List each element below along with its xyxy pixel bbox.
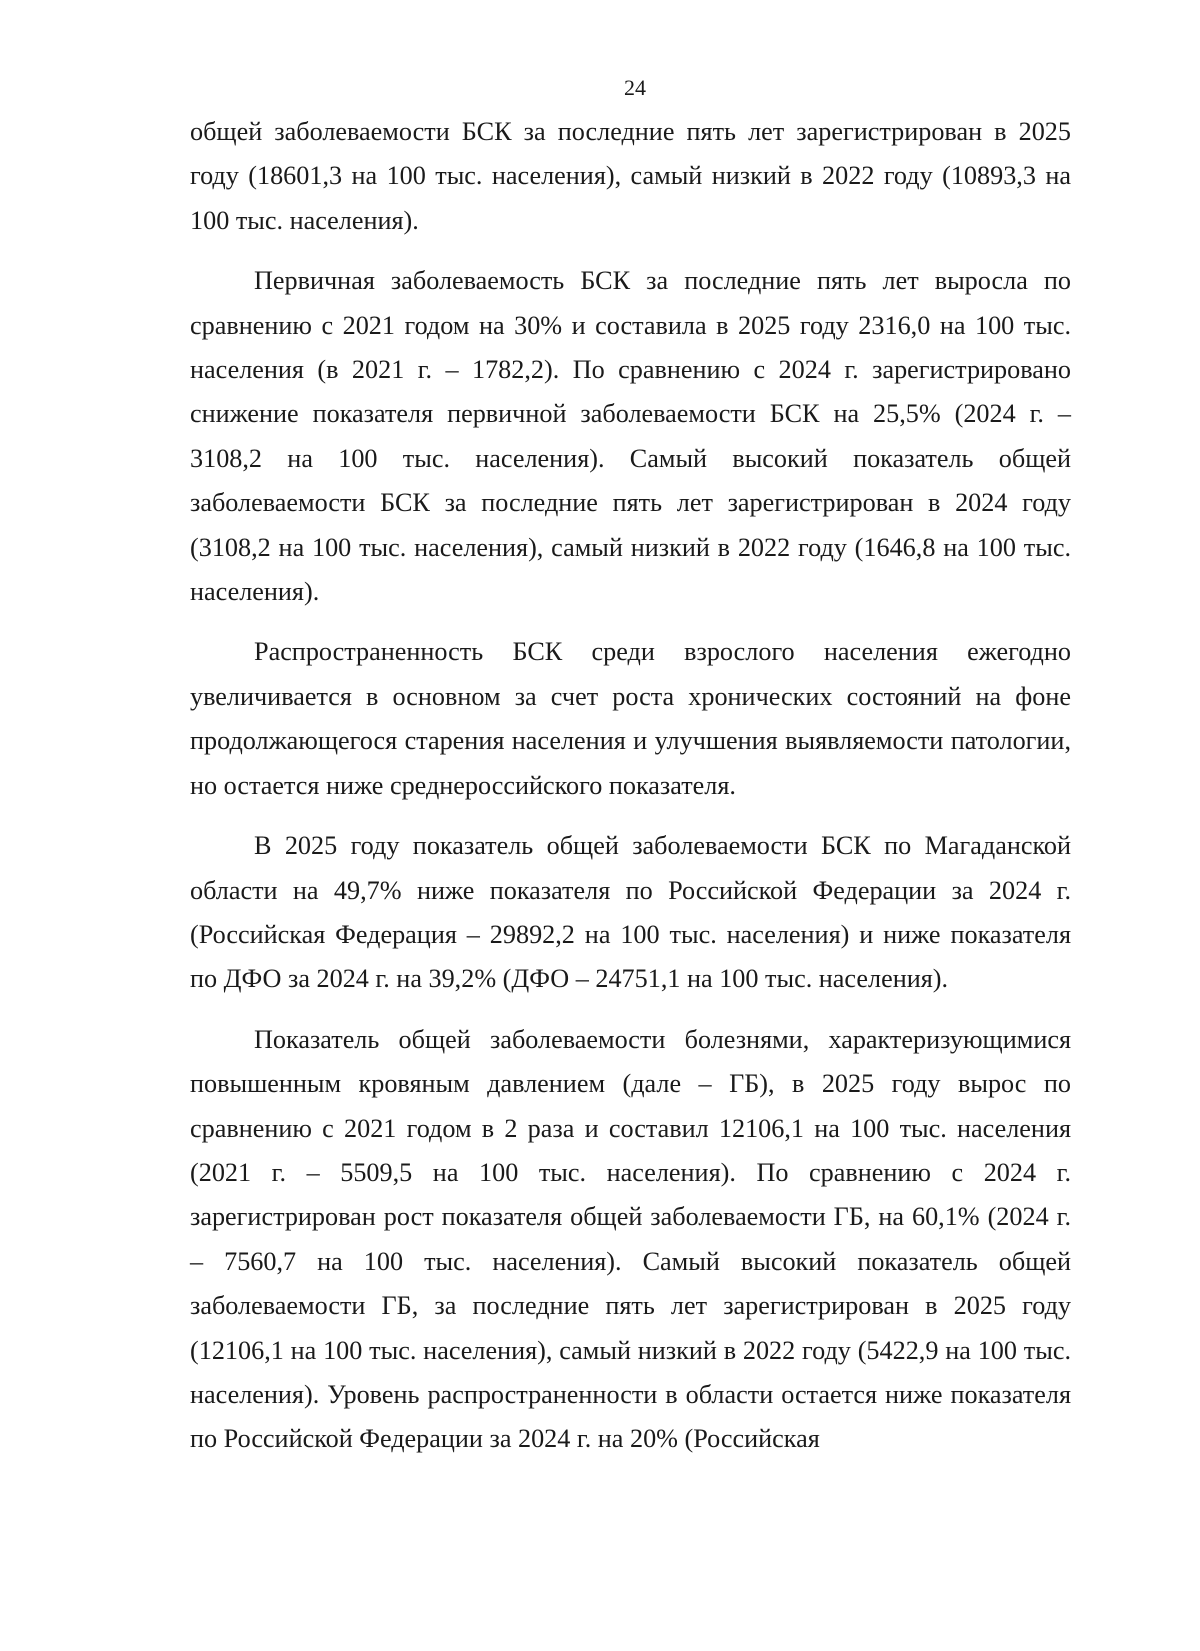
paragraph-5: Показатель общей заболеваемости болезнями, характеризующимися повышенным кровяным давлением (дале – ГБ), в 2025 году вырос по сравнению с 2021 годом в 2 раза и составил 12106,1 на 100 тыс. населения (2021 г. – 5509,5 на 100 тыс. населения). По сравнению с 2024 г. зарегистрирован рост показателя общей заболеваемости ГБ, на 60,1% (2024 г. – 7560,7 на 100 тыс. населения). Самый высокий показатель общей заболеваемости ГБ, за последние пять лет зарегистрирован в 2025 году (12106,1 на 100 тыс. населения), самый низкий в 2022 году (5422,9 на 100 тыс. населения). Уровень распространенности в области остается ниже показателя по Российской Федерации за 2024 г. на 20% (Российская: [190, 1024, 1071, 1454]
paragraph-2: Первичная заболеваемость БСК за последние пять лет выросла по сравнению с 2021 годом на 30% и составила в 2025 году 2316,0 на 100 тыс. населения (в 2021 г. – 1782,2). По сравнению с 2024 г. зарегистрировано снижение показателя первичной заболеваемости БСК на 25,5% (2024 г. – 3108,2 на 100 тыс. населения). Самый высокий показатель общей заболеваемости БСК за последние пять лет зарегистрирован в 2024 году (3108,2 на 100 тыс. населения), самый низкий в 2022 году (1646,8 на 100 тыс. населения).: [190, 266, 1071, 607]
page-number: 24: [624, 75, 646, 100]
paragraph-4: В 2025 году показатель общей заболеваемости БСК по Магаданской области на 49,7% ниже показателя по Российской Федерации за 2024 г. (Российская Федерация – 29892,2 на 100 тыс. населения) и ниже показателя по ДФО за 2024 г. на 39,2% (ДФО – 24751,1 на 100 тыс. населения).: [190, 831, 1071, 994]
paragraph-1: общей заболеваемости БСК за последние пять лет зарегистрирован в 2025 году (18601,3 на 100 тыс. населения), самый низкий в 2022 году (10893,3 на 100 тыс. населения).: [190, 117, 1071, 235]
paragraph-3: Распространенность БСК среди взрослого населения ежегодно увеличивается в основном за счет роста хронических состояний на фоне продолжающегося старения населения и улучшения выявляемости патологии, но остается ниже среднероссийского показателя.: [190, 637, 1071, 800]
body-text: [190, 110, 1071, 1462]
